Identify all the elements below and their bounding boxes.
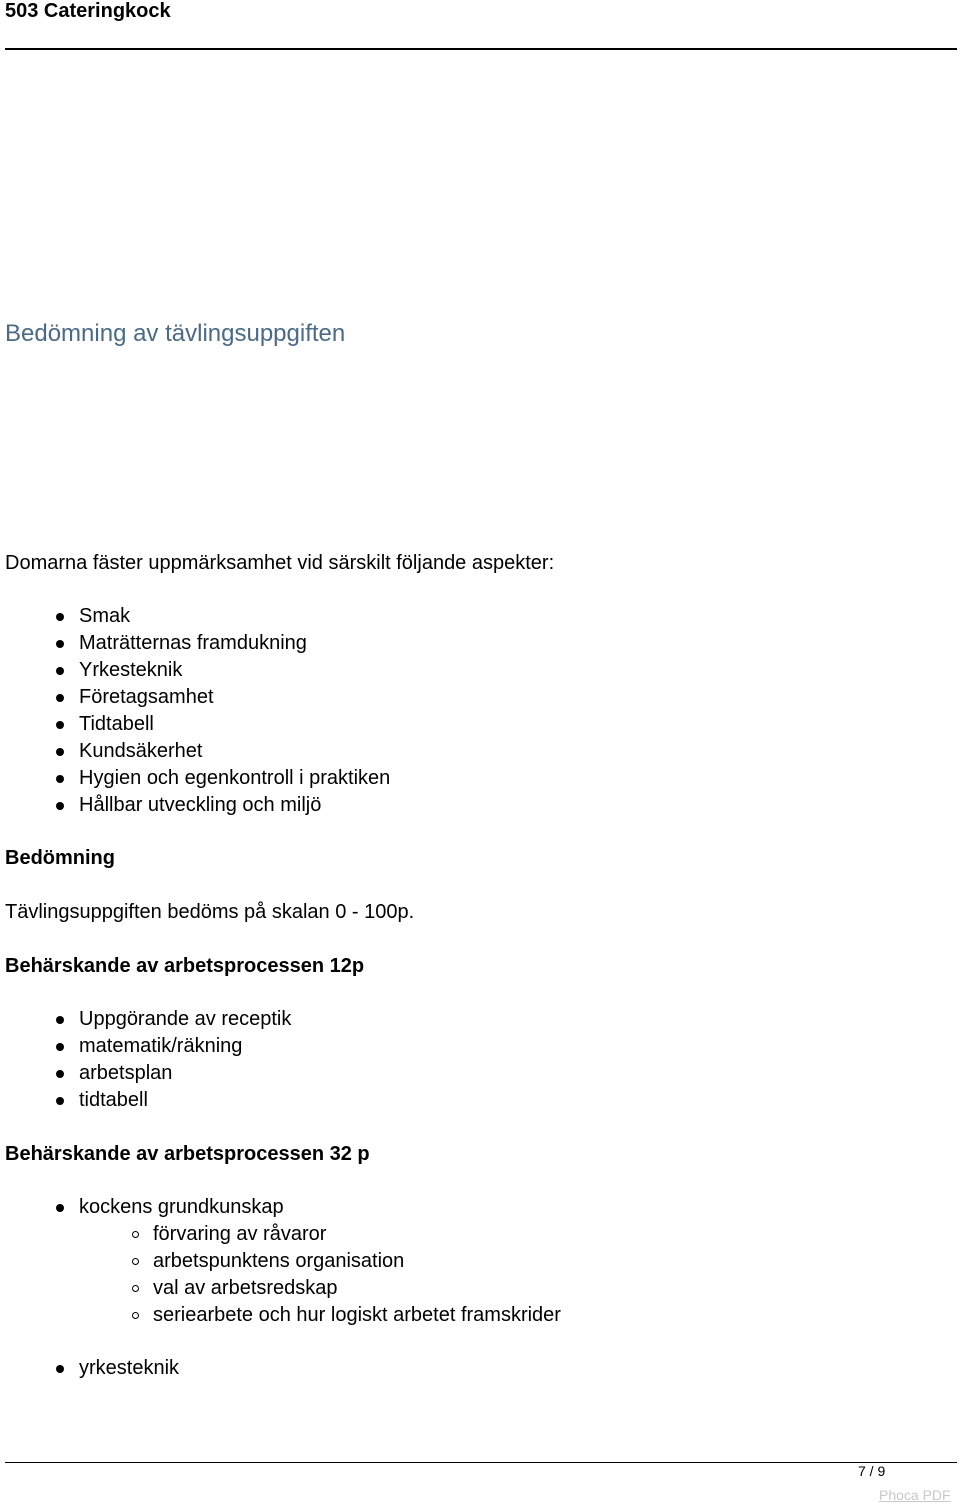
page-number: 7 / 9 — [858, 1463, 886, 1479]
hollow-bullet-icon — [132, 1312, 139, 1319]
list-item: matematik/räkning — [0, 1033, 291, 1060]
bullet-icon — [56, 775, 64, 783]
bullet-icon — [56, 1016, 64, 1024]
bullet-icon — [56, 1043, 64, 1051]
process-12-heading: Behärskande av arbetsprocessen 12p — [5, 955, 365, 977]
list-item: tidtabell — [0, 1087, 291, 1114]
list-item: arbetsplan — [0, 1060, 291, 1087]
phoca-pdf-link[interactable]: Phoca PDF — [879, 1487, 951, 1503]
bullet-icon — [56, 1365, 64, 1373]
sub-list-item: val av arbetsredskap — [0, 1275, 561, 1302]
bullet-icon — [56, 613, 64, 621]
list-item: Maträtternas framdukning — [0, 630, 390, 657]
bullet-icon — [56, 640, 64, 648]
list-item: Företagsamhet — [0, 684, 390, 711]
assessment-heading: Bedömning — [5, 847, 115, 869]
bullet-icon — [56, 748, 64, 756]
list-item: Yrkesteknik — [0, 657, 390, 684]
list-item: Hållbar utveckling och miljö — [0, 792, 390, 819]
hollow-bullet-icon — [132, 1258, 139, 1265]
hollow-bullet-icon — [132, 1285, 139, 1292]
list-item: yrkesteknik — [0, 1355, 179, 1382]
list-item: Uppgörande av receptik — [0, 1006, 291, 1033]
process-32-list — [0, 1194, 561, 1329]
section-heading: Bedömning av tävlingsuppgiften — [5, 320, 346, 347]
bullet-icon — [56, 1097, 64, 1105]
bullet-icon — [56, 721, 64, 729]
process-32-list-continued — [0, 1355, 179, 1382]
list-item: Hygien och egenkontroll i praktiken — [0, 765, 390, 792]
hollow-bullet-icon — [132, 1231, 139, 1238]
bullet-icon — [56, 694, 64, 702]
bullet-icon — [56, 667, 64, 675]
sub-list-item: arbetspunktens organisation — [0, 1248, 561, 1275]
sub-list-item: förvaring av råvaror — [0, 1221, 561, 1248]
footer-divider — [5, 1462, 957, 1463]
bullet-icon — [56, 1070, 64, 1078]
process-12-list — [0, 1006, 291, 1114]
bullet-icon — [56, 1204, 64, 1212]
aspects-list — [0, 603, 390, 819]
intro-text: Domarna fäster uppmärksamhet vid särskilt följande aspekter: — [5, 552, 555, 574]
process-32-heading: Behärskande av arbetsprocessen 32 p — [5, 1143, 370, 1165]
sub-list-item: seriearbete och hur logiskt arbetet framskrider — [0, 1302, 561, 1329]
header-divider — [5, 48, 957, 50]
document-title: 503 Cateringkock — [5, 0, 171, 22]
list-item: kockens grundkunskap — [0, 1194, 561, 1221]
list-item: Tidtabell — [0, 711, 390, 738]
scale-text: Tävlingsuppgiften bedöms på skalan 0 - 100p. — [5, 901, 415, 923]
bullet-icon — [56, 802, 64, 810]
list-item: Kundsäkerhet — [0, 738, 390, 765]
list-item: Smak — [0, 603, 390, 630]
